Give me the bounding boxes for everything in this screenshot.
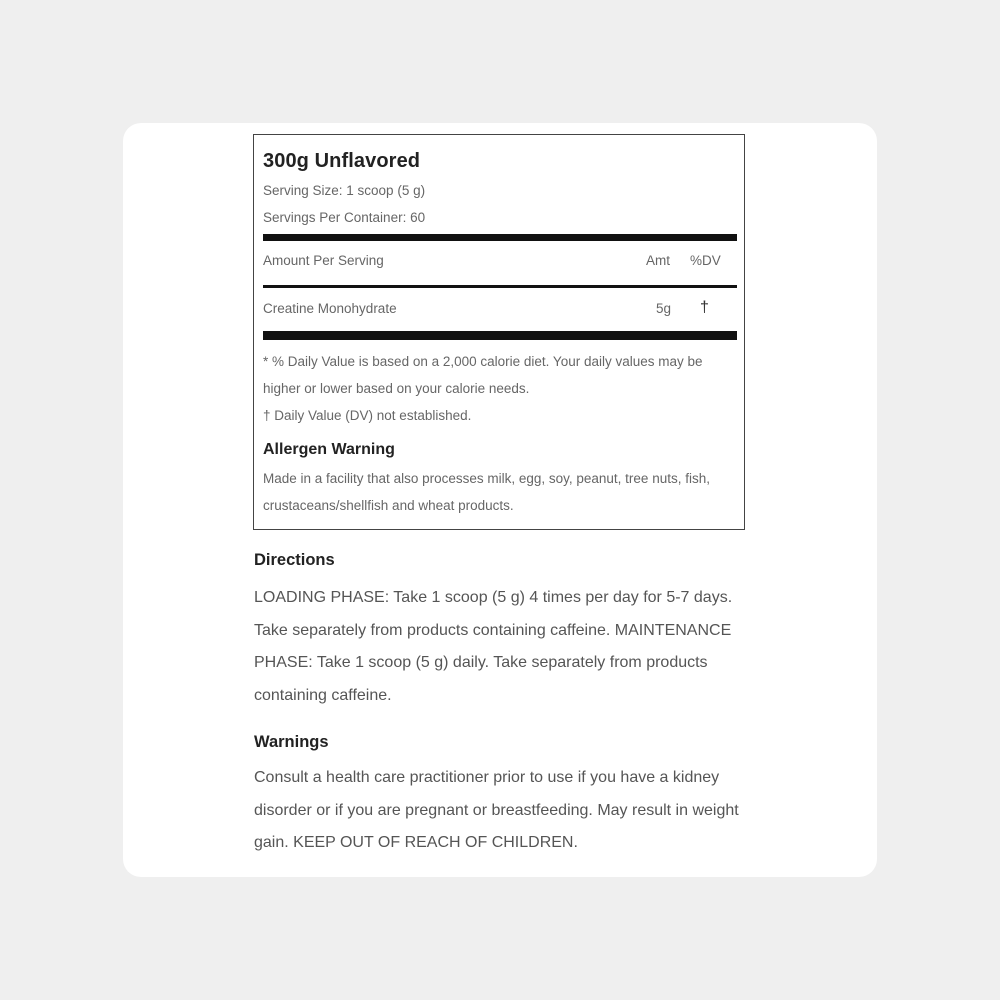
allergen-warning-title: Allergen Warning (263, 441, 395, 458)
directions-title: Directions (254, 551, 335, 569)
supplement-facts-panel (253, 134, 745, 530)
servings-per-container: Servings Per Container: 60 (263, 210, 426, 225)
dv-column-header: %DV (690, 253, 721, 268)
directions-text: LOADING PHASE: Take 1 scoop (5 g) 4 times per day for 5-7 days. Take separately from products containing caffeine. MAINTENANCE PHASE: Take 1 scoop (5 g) daily. Take separately from products containing caffeine. (254, 589, 733, 704)
ingredient-name: Creatine Monohydrate (263, 301, 397, 316)
serving-size: Serving Size: 1 scoop (5 g) (263, 183, 426, 198)
amt-column-header: Amt (646, 253, 671, 268)
ingredient-amount: 5g (656, 301, 672, 316)
daily-value-footnote: * % Daily Value is based on a 2,000 calorie diet. Your daily values may be higher or lower based on your calorie needs. (263, 354, 703, 396)
amount-per-serving-header: Amount Per Serving (263, 253, 384, 268)
ingredient-dv: † (700, 299, 709, 316)
medium-divider (263, 285, 737, 288)
warnings-title: Warnings (254, 733, 329, 751)
dv-not-established-note: † Daily Value (DV) not established. (263, 408, 472, 423)
warnings-text: Consult a health care practitioner prior to use if you have a kidney disorder or if you are pregnant or breastfeeding. May result in weight gain. KEEP OUT OF REACH OF CHILDREN. (254, 769, 739, 851)
allergen-warning-text: Made in a facility that also processes milk, egg, soy, peanut, tree nuts, fish, crustaceans/shellfish and wheat products. (263, 471, 710, 513)
thick-divider-bottom (263, 331, 737, 340)
thick-divider-top (263, 234, 737, 241)
product-title: 300g Unflavored (263, 150, 421, 172)
